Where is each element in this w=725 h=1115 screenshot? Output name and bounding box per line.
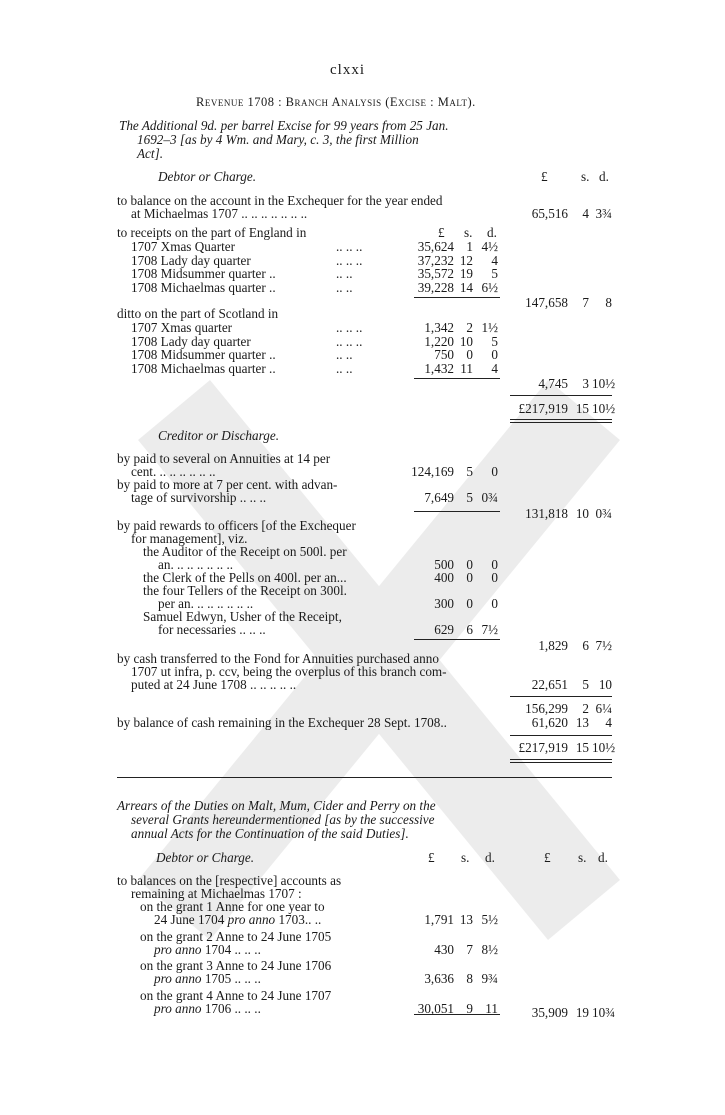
col-header-shilling: s. [581, 169, 590, 184]
grants-rule [414, 1014, 500, 1015]
col-header-pence: d. [599, 169, 609, 184]
row-leader-dots: .. .. .. [336, 252, 363, 268]
amount-pence: 9¾ [481, 971, 498, 986]
amount-shillings: 0 [466, 570, 473, 585]
annuity-text: by paid to more at 7 per cent. with advan- [117, 477, 338, 492]
reward-text: for necessaries .. .. .. [158, 622, 266, 637]
sub-header-pence: d. [487, 225, 497, 240]
amount-pence: 8½ [481, 941, 498, 957]
amount-pounds: 39,228 [417, 279, 454, 295]
grant-text: pro anno 1705 .. .. .. [154, 971, 261, 986]
amount-pence: 6½ [481, 279, 498, 295]
reward-text: Samuel Edwyn, Usher of the Receipt, [143, 609, 342, 624]
arrears-debtor-heading: Debtor or Charge. [156, 850, 255, 865]
arrears-inner-shilling: s. [461, 850, 470, 865]
amount-pounds: 35,624 [417, 239, 454, 254]
page-heading: Revenue 1708 : Branch Analysis (Excise : Malt). [196, 95, 476, 109]
intro-line-1: The Additional 9d. per barrel Excise for 99 years from 25 Jan. [119, 118, 449, 133]
row-label: 1707 Xmas quarter [131, 320, 233, 335]
amount-pence: 5½ [481, 912, 498, 927]
grant-text: on the grant 4 Anne to 24 June 1707 [140, 987, 332, 1003]
amount-shillings: 12 [459, 252, 473, 268]
amount-shillings: 0 [466, 557, 473, 572]
grant-text: pro anno 1706 .. .. .. [154, 1000, 261, 1016]
fond-line-3: puted at 24 June 1708 .. .. .. .. .. [131, 677, 297, 692]
amount-shillings: 13 [459, 912, 473, 927]
annuity-text: by paid to several on Annuities at 14 per [117, 451, 331, 466]
arrears-inner-pound: £ [428, 850, 435, 865]
amount-shillings: 2 [466, 320, 473, 335]
row-leader-dots: .. .. .. [336, 333, 363, 349]
amount-shillings: 14 [459, 279, 473, 295]
amount-pence: 1½ [481, 320, 498, 335]
reward-text: the Auditor of the Receipt on 500l. per [143, 544, 347, 559]
amount-pounds: 500 [434, 557, 454, 572]
annuity-text: cent. .. .. .. .. .. .. [131, 464, 216, 479]
amount-pence: 0¾ [481, 490, 498, 505]
amount-shillings: 19 [459, 266, 473, 281]
arrears-inner-pence: d. [485, 850, 495, 865]
scotland-heading: ditto on the part of Scotland in [117, 306, 279, 321]
amount-shillings: 5 [466, 490, 473, 505]
arrears-intro-1: Arrears of the Duties on Malt, Mum, Cider and Perry on the [117, 798, 436, 813]
debtor-heading: Debtor or Charge. [158, 169, 257, 184]
amount-pounds: 629 [434, 622, 454, 637]
arrears-item-line-1: to balances on the [respective] accounts as [117, 873, 342, 888]
grant-text: on the grant 2 Anne to 24 June 1705 [140, 928, 332, 944]
amount-pence: 0 [491, 596, 498, 611]
balance-remaining-label: by balance of cash remaining in the Exchequer 28 Sept. 1708.. [117, 715, 447, 730]
reward-text: the four Tellers of the Receipt on 300l. [143, 583, 347, 598]
amount-pounds: 1,791 [424, 912, 454, 927]
row-label: 1708 Lady day quarter [131, 252, 251, 268]
fond-line-2: 1707 ut infra, p. ccv, being the overplus of this branch com- [131, 664, 447, 679]
row-leader-dots: .. .. [336, 360, 353, 376]
amount-pounds: 1,342 [424, 320, 454, 335]
page-number: clxxi [330, 62, 365, 78]
amount-shillings: 10 [459, 333, 473, 349]
row-leader-dots: .. .. [336, 347, 353, 362]
rewards-line-1: by paid rewards to officers [of the Exchequer [117, 518, 356, 533]
amount-shillings: 0 [466, 596, 473, 611]
grant-text: 24 June 1704 pro anno 1703.. .. [154, 912, 322, 927]
amount-shillings: 8 [466, 971, 473, 986]
amount-shillings: 9 [466, 1000, 473, 1016]
amount-pence: 4 [491, 360, 498, 376]
amount-shillings: 6 [466, 622, 473, 637]
grant-text: pro anno 1704 .. .. .. [154, 941, 261, 957]
amount-pence: 0 [491, 464, 498, 479]
amount-pounds: 750 [434, 347, 454, 362]
row-label: 1708 Midsummer quarter .. [131, 347, 276, 362]
row-label: 1708 Michaelmas quarter .. [131, 279, 276, 295]
creditor-heading: Creditor or Discharge. [158, 428, 280, 443]
arrears-outer-pence: d. [598, 850, 608, 865]
amount-pence: 5 [491, 333, 498, 349]
row-label: 1707 Xmas Quarter [131, 239, 236, 254]
grant-text: on the grant 1 Anne for one year to [140, 899, 325, 914]
row-leader-dots: .. .. .. [336, 239, 363, 254]
reward-text: an. .. .. .. .. .. .. [158, 557, 234, 572]
rewards-line-2: for management], viz. [131, 531, 248, 546]
amount-pounds: 400 [434, 570, 454, 585]
amount-pounds: 30,051 [417, 1000, 454, 1016]
sub-header-shilling: s. [464, 225, 473, 240]
balance-line-1: to balance on the account in the Exchequer for the year ended [117, 193, 443, 208]
amount-pence: 5 [491, 266, 498, 281]
amount-pounds: 1,432 [424, 360, 454, 376]
col-header-pound: £ [541, 169, 548, 184]
amount-pence: 0 [491, 347, 498, 362]
amount-pounds: 35,572 [417, 266, 454, 281]
amount-pounds: 124,169 [411, 464, 454, 479]
row-leader-dots: .. .. .. [336, 320, 363, 335]
reward-text: the Clerk of the Pells on 400l. per an... [143, 570, 347, 585]
row-leader-dots: .. .. [336, 279, 353, 295]
sub-header-pound: £ [438, 225, 445, 240]
row-label: 1708 Michaelmas quarter .. [131, 360, 276, 376]
reward-text: per an. .. .. .. .. .. .. [158, 596, 254, 611]
amount-pounds: 7,649 [424, 490, 454, 505]
amount-shillings: 11 [460, 360, 473, 376]
fond-line-1: by cash transferred to the Fond for Annuities purchased anno [117, 651, 439, 666]
amount-pounds: 300 [434, 596, 454, 611]
amount-pounds: 1,220 [424, 333, 454, 349]
amount-pence: 7½ [481, 622, 498, 637]
amount-pounds: 37,232 [417, 252, 454, 268]
arrears-item-line-2: remaining at Michaelmas 1707 : [131, 886, 302, 901]
arrears-outer-shilling: s. [578, 850, 587, 865]
amount-shillings: 7 [466, 941, 473, 957]
arrears-intro-2: several Grants hereundermentioned [as by the successive [131, 812, 435, 827]
grant-text: on the grant 3 Anne to 24 June 1706 [140, 958, 332, 973]
intro-line-2: 1692–3 [as by 4 Wm. and Mary, c. 3, the first Million [137, 132, 419, 147]
england-heading: to receipts on the part of England in [117, 225, 307, 240]
amount-pounds: 3,636 [424, 971, 454, 986]
amount-pence: 0 [491, 557, 498, 572]
arrears-intro-3: annual Acts for the Continuation of the said Duties]. [131, 826, 409, 841]
amount-pence: 4 [491, 252, 498, 268]
amount-pounds: 430 [434, 941, 454, 957]
section-malt-excise: Debtor or Charge. £ s. d. to balance on the account in the Exchequer for the year ended at Michaelmas 1707 .. .. .. .. .. .. .. 65,516 4 3¾ to receipts on the part of England in £ s. d. 1707 Xmas Quarter .. .. .. 35,624 1 4½ 1708 Lady day quarter .. .. .. 37,232 12 4 1708 Midsummer quarter .. .. .. 35,572 19 5 1708 Michaelmas quarter .. .. .. 39,228 14 6½ 147,658 7 8 ditto on the part of Scotland in 1707 Xmas quarter .. .. .. 1,342 2 1½ 1708 Lady day quarter .. .. .. 1,220 10 5 1708 Midsummer quarter .. .. .. 750 0 0 1708 Michaelmas quarter .. .. .. 1,432 11 4 4,745 3 10½ £217,919 15 10½ Creditor or Discharge. by paid to several on Annuities at 14 per cent. .. .. .. .. .. .. 124,169 5 0 by paid to more at 7 per cent. with advan- tage of survivorship .. .. .. 7,649 5 0¾ 131,818 10 0¾ by paid rewards to officers [of the Exchequer for management], viz. the Auditor of the Receipt on 500l. per an. .. .. .. .. .. .. 500 0 0 the Clerk of the Pells on 400l. per an... 400 0 0 the four Tellers of the Receipt on 300l. per an. .. .. .. .. .. .. 300 0 0 Samuel Edwyn, Usher of the Receipt, for necessaries .. .. .. 629 6 7½ 1,829 6 7½ by cash transferred to the Fond for Annuities purchased anno 1707 ut infra, p. ccv, being the overplus of this branch com- puted at 24 June 1708 .. .. .. .. .. 22,651 5 10 156,299 2 6¼ by balance of cash remaining in the Exchequer 28 Sept. 1708.. 61,620 13 4 £217,919 15 10½ [0, 0, 725, 1115]
balance-line-2: at Michaelmas 1707 .. .. .. .. .. .. .. [131, 206, 308, 221]
arrears-outer-pound: £ [544, 850, 551, 865]
amount-shillings: 0 [466, 347, 473, 362]
amount-pence: 0 [491, 570, 498, 585]
amount-shillings: 1 [466, 239, 473, 254]
row-label: 1708 Lady day quarter [131, 333, 251, 349]
section-arrears: Arrears of the Duties on Malt, Mum, Cider and Perry on the several Grants hereundermentioned [as by the successive annual Acts for the Continuation of the said Duties]. Debtor or Charge. £ s. d. £ s. d. to balances on the [respective] accounts as remaining at Michaelmas 1707 : on the grant 1 Anne for one year to 24 June 1704 pro anno 1703.. .. 1,791 13 5½ on the grant 2 Anne to 24 June 1705 pro anno 1704 .. .. .. 430 7 8½ on the grant 3 Anne to 24 June 1706 pro anno 1705 .. .. .. 3,636 8 9¾ on the grant 4 Anne to 24 June 1707 pro anno 1706 .. .. .. 30,051 9 11 35,909 19 10¾ [117, 798, 616, 1020]
intro-line-3: Act]. [137, 146, 164, 161]
annuity-text: tage of survivorship .. .. .. [131, 490, 267, 505]
amount-pence: 11 [485, 1000, 498, 1016]
amount-shillings: 5 [466, 464, 473, 479]
amount-pence: 4½ [481, 239, 498, 254]
row-leader-dots: .. .. [336, 266, 353, 281]
row-label: 1708 Midsummer quarter .. [131, 266, 276, 281]
